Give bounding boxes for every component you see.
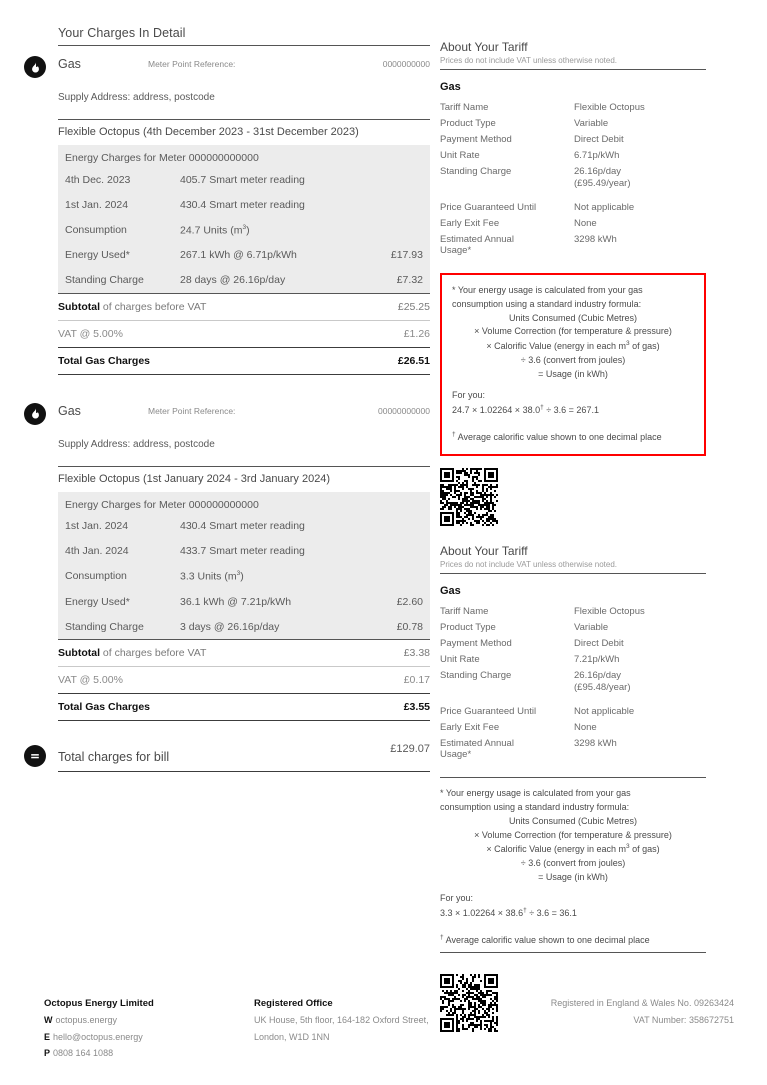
qr-code [440,468,498,526]
subtotal-row [58,293,430,320]
tariff-key: Early Exit Fee [440,217,500,229]
vat-row [58,667,430,694]
subtotal-label: Subtotal of charges before VAT [58,640,358,667]
charge-block [24,401,430,722]
tariff-value: 6.71p/kWh [574,150,620,162]
charges-table [58,492,430,722]
page-title: Your Charges In Detail [58,26,186,40]
tariff-value: Variable [574,117,609,129]
tariff-details-table [440,603,706,763]
row-label: Energy Used* [65,249,130,261]
row-description: 3 days @ 26.16p/day [180,620,280,633]
equals-icon [24,745,46,767]
email-value: hello@octopus.energy [53,1031,143,1042]
formula-intro-line-2: consumption using a standard industry formula: [452,298,642,309]
table-row [58,167,430,192]
total-label: Total Gas Charges [58,347,358,374]
subtotal-amount: £25.25 [358,293,430,320]
tariff-row [440,148,706,164]
meter-point-reference-value: 00000000000 [377,405,430,416]
registration-number: Registered in England & Wales No. 09263424 [550,998,734,1008]
title-divider [58,45,430,46]
row-amount [358,167,430,192]
tariff-value: Flexible Octopus [574,605,645,617]
formula-intro-line-2: consumption using a standard industry formula: [440,801,630,812]
tariff-key: Payment Method [440,133,512,145]
page-footer [44,998,734,1065]
tariff-row [440,635,706,651]
tariff-block [440,40,706,526]
table-row [58,614,430,640]
phone-key: P [44,1048,51,1059]
formula-for-you-label: For you: [440,893,474,904]
total-amount: £26.51 [358,347,430,374]
total-charges-divider [58,771,430,772]
table-row [58,192,430,217]
tariff-column [440,40,706,1036]
tariff-heading: About Your Tariff [440,544,528,559]
tariff-key: Tariff Name [440,101,489,113]
row-amount [358,192,430,217]
flame-icon [24,403,46,425]
row-description: 267.1 kWh @ 6.71p/kWh [180,249,297,261]
total-row [58,694,430,721]
fuel-header [24,54,430,88]
vat-number: VAT Number: 358672751 [633,1014,734,1025]
supply-address: Supply Address: address, postcode [58,92,215,103]
charge-block [24,54,430,375]
tariff-heading: About Your Tariff [440,40,528,54]
tariff-key: Payment Method [440,638,512,649]
company-name: Octopus Energy Limited [44,998,154,1009]
usage-formula-box [440,777,706,962]
tariff-period-label: Flexible Octopus (4th December 2023 - 31st December 2023) [58,126,359,138]
row-description: 430.4 Smart meter reading [180,198,305,211]
subtotal-label: Subtotal of charges before VAT [58,293,358,320]
tariff-key: Product Type [440,621,496,633]
fuel-name: Gas [58,403,81,418]
formula-term-calorific-value: × Calorific Value (energy in each $m^3$ of gas) [486,340,660,352]
subtotal-row [58,640,430,667]
total-row [58,347,430,374]
meter-point-reference-value: 0000000000 [382,59,430,69]
row-description: 405.7 Smart meter reading [180,173,305,186]
tariff-blocks [440,40,706,1032]
tariff-key: Early Exit Fee [440,721,500,733]
tariff-key: Standing Charge [440,670,512,682]
row-amount [358,514,430,539]
formula-term-divide: ÷ 3.6 (convert from joules) [520,858,626,869]
formula-term-volume-correction: × Volume Correction (for temperature & pressure) [474,326,672,337]
tariff-period-row [58,119,430,145]
formula-footnote: † Average calorific value shown to one decimal place [440,933,706,953]
flame-icon [24,56,46,78]
subtotal-amount: £3.38 [358,640,430,667]
formula-for-you-label: For you: [452,390,486,401]
footer-website [44,1015,254,1027]
vat-label: VAT @ 5.00% [58,667,358,694]
office-line-2: London, W1D 1NN [254,1031,330,1042]
formula-term-volume-correction: × Volume Correction (for temperature & pressure) [474,829,672,840]
meter-header-row [58,145,430,167]
total-charges-label: Total charges for bill [58,750,170,764]
tariff-value: Not applicable [574,201,635,213]
table-row [58,268,430,294]
meter-header-row [58,492,430,514]
row-description: 3.3 Units $(m^3)$ [180,570,244,583]
total-amount: £3.55 [358,694,430,721]
formula-for-you-calculation: 24.7 × 1.02264 × 38.0† ÷ 3.6 = 267.1 [452,404,599,416]
tariff-value: Variable [574,621,609,633]
tariff-row [440,231,706,258]
total-charges-amount: £129.07 [390,743,430,755]
row-amount: £0.78 [396,620,423,633]
subtotal-strong: Subtotal [58,647,100,659]
tariff-value: 7.21p/kWh [574,654,620,666]
row-label: Standing Charge [65,274,144,286]
footer-registration [484,998,734,1065]
vat-row [58,320,430,347]
usage-formula-box [440,273,706,456]
row-label: Consumption [65,570,127,582]
formula-term-result: = Usage (in kWh) [538,369,608,380]
row-amount: £2.60 [396,595,423,608]
tariff-period-row [58,466,430,492]
tariff-divider [440,573,706,574]
tariff-row [440,736,706,763]
tariff-row [440,719,706,735]
total-label: Total Gas Charges [58,694,358,721]
tariff-row [440,697,706,720]
tariff-value: 3298 kWh [574,234,617,246]
tariff-subheading: Prices do not include VAT unless otherwise noted. [440,560,617,570]
row-label: Standing Charge [65,620,144,633]
formula-term-divide: ÷ 3.6 (convert from joules) [520,355,626,366]
row-amount [358,539,430,564]
row-amount: £17.93 [390,249,423,261]
meter-point-reference-label: Meter Point Reference: [148,405,236,416]
tariff-row [440,115,706,131]
tariff-row [440,603,706,619]
meter-header-label: Energy Charges for Meter 000000000000 [65,498,259,511]
formula-intro-line-1: * Your energy usage is calculated from your gas [440,787,631,798]
formula-term-calorific-value: × Calorific Value (energy in each $m^3$ of gas) [486,843,660,855]
footer-registered-office [254,998,484,1065]
tariff-block [440,544,706,1032]
tariff-value: Direct Debit [574,133,624,145]
row-label: 4th Dec. 2023 [65,173,131,186]
phone-value: 0808 164 1088 [53,1048,114,1059]
row-amount [358,217,430,243]
formula-term-units: Units Consumed (Cubic Metres) [508,312,638,323]
tariff-fuel-label: Gas [440,81,461,93]
row-label: 4th Jan. 2024 [65,545,129,557]
tariff-key: Tariff Name [440,605,489,617]
web-key: W [44,1015,53,1025]
formula-spacer [452,382,694,389]
tariff-row [440,668,706,697]
tariff-divider [440,69,706,70]
tariff-key: Estimated Annual Usage* [440,234,514,257]
table-row [58,589,430,614]
vat-amount: £0.17 [358,667,430,694]
tariff-value: 3298 kWh [574,738,617,750]
row-label: 1st Jan. 2024 [65,520,129,532]
table-row [58,243,430,268]
tariff-value: None [574,721,597,733]
row-description: 433.7 Smart meter reading [180,545,305,557]
tariff-key: Price Guaranteed Until [440,201,537,213]
row-description: 430.4 Smart meter reading [180,520,305,532]
tariff-subheading: Prices do not include VAT unless otherwise noted. [440,56,617,65]
tariff-value: Not applicable [574,705,635,717]
row-label: Energy Used* [65,595,130,608]
tariff-row [440,619,706,635]
charges-column [24,26,430,777]
table-row [58,564,430,590]
tariff-key: Standing Charge [440,166,512,178]
table-row [58,217,430,243]
tariff-value: Flexible Octopus [574,101,645,113]
total-charges-row [24,741,430,777]
row-amount: £7.32 [396,274,423,286]
formula-intro-line-1: * Your energy usage is calculated from your gas [452,284,643,295]
web-value: octopus.energy [55,1015,118,1025]
tariff-row [440,131,706,147]
row-label: Consumption [65,223,127,236]
tariff-value: None [574,217,597,229]
supply-address: Supply Address: address, postcode [58,438,215,450]
tariff-details-table [440,99,706,259]
tariff-fuel-label: Gas [440,585,461,598]
tariff-key: Unit Rate [440,150,480,162]
row-label: 1st Jan. 2024 [65,198,129,211]
tariff-key: Product Type [440,117,496,129]
vat-label: VAT @ 5.00% [58,320,358,347]
row-amount [358,564,430,590]
fuel-name: Gas [58,57,81,71]
tariff-row [440,215,706,231]
footer-phone [44,1048,254,1060]
tariff-row [440,99,706,115]
formula-footnote: † Average calorific value shown to one decimal place [452,431,662,443]
tariff-value: 26.16p/day (£95.49/year) [574,166,631,190]
footer-email [44,1032,254,1044]
tariff-row [440,164,706,193]
email-key: E [44,1031,51,1042]
row-description: 28 days @ 26.16p/day [180,274,286,286]
footer-company [44,998,254,1065]
formula-term-units: Units Consumed (Cubic Metres) [508,815,638,826]
tariff-value: 26.16p/day (£95.48/year) [574,670,631,694]
row-description: 36.1 kWh @ 7.21p/kWh [180,595,292,608]
tariff-key: Unit Rate [440,654,480,666]
tariff-period-label: Flexible Octopus (1st January 2024 - 3rd January 2024) [58,472,331,485]
formula-spacer [440,885,706,892]
meter-header-label: Energy Charges for Meter 000000000000 [65,152,259,164]
formula-term-result: = Usage (in kWh) [538,872,608,883]
table-row [58,514,430,539]
charges-table [58,145,430,375]
vat-amount: £1.26 [358,320,430,347]
formula-for-you-calculation: 3.3 × 1.02264 × 38.6† ÷ 3.6 = 36.1 [440,907,577,919]
tariff-row [440,193,706,216]
row-description: 24.7 Units $(m^3)$ [180,223,250,236]
subtotal-strong: Subtotal [58,300,100,313]
table-row [58,539,430,564]
office-line-1: UK House, 5th floor, 164-182 Oxford Street, [254,1015,429,1025]
meter-point-reference-label: Meter Point Reference: [148,59,236,69]
office-heading: Registered Office [254,998,333,1009]
charge-blocks [24,54,430,721]
tariff-row [440,652,706,668]
tariff-key: Estimated Annual Usage* [440,738,514,761]
fuel-header [24,401,430,435]
tariff-key: Price Guaranteed Until [440,705,537,717]
tariff-value: Direct Debit [574,638,624,649]
